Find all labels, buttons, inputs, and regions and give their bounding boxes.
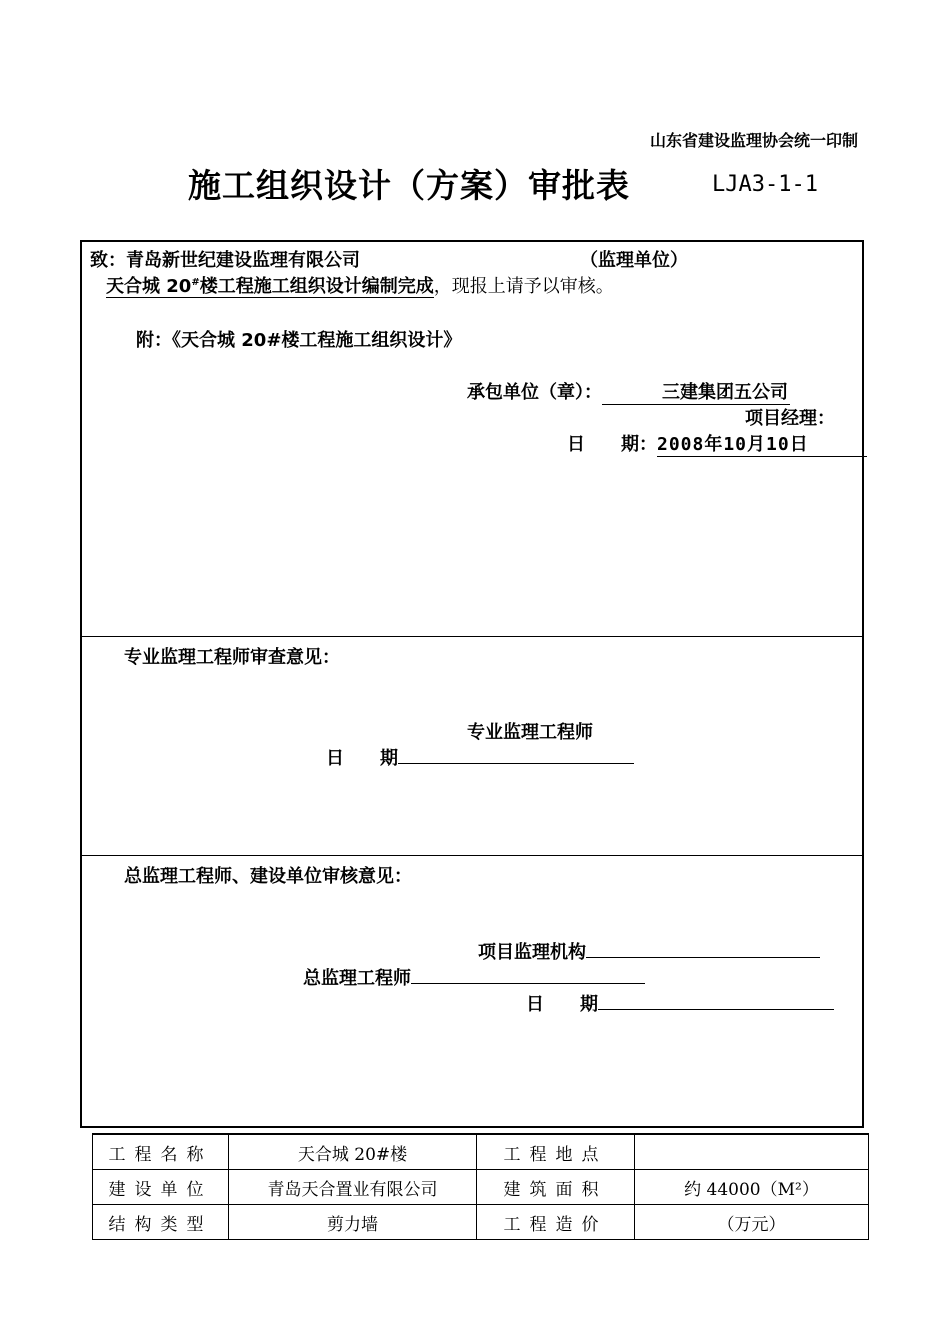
supervisor-role: （监理单位） [580, 250, 688, 271]
supervision-org-field [586, 939, 820, 958]
project-name-value: 天合城 20#楼 [229, 1134, 477, 1170]
chief-review-heading: 总监理工程师、建设单位审核意见： [124, 866, 412, 887]
date-label: 日 期： [567, 434, 657, 455]
specialist-date-line [326, 744, 634, 770]
chief-date-label: 日 期 [526, 994, 598, 1015]
section-divider [80, 855, 864, 856]
project-info-table [92, 1133, 869, 1240]
project-location-value [635, 1134, 869, 1170]
project-location-label: 工程地点 [477, 1134, 635, 1170]
addressee-line [90, 246, 360, 272]
chief-date-field [598, 991, 834, 1010]
chief-engineer-field [411, 965, 645, 984]
owner-label: 建设单位 [93, 1170, 229, 1205]
specialist-engineer-label: 专业监理工程师 [467, 722, 593, 743]
submission-statement [106, 272, 614, 298]
table-row [93, 1170, 869, 1205]
contractor-value: 三建集团五公司 [602, 378, 790, 405]
floor-area-label: 建筑面积 [477, 1170, 635, 1205]
chief-date-line [526, 990, 834, 1016]
table-row [93, 1134, 869, 1170]
table-row [93, 1205, 869, 1240]
floor-area-value: 约 44000（M²） [635, 1170, 869, 1205]
project-name-label: 工程名称 [93, 1134, 229, 1170]
to-label: 致： [90, 250, 126, 271]
project-cost-value: （万元） [635, 1205, 869, 1240]
specialist-review-heading: 专业监理工程师审查意见： [124, 647, 340, 668]
specialist-date-label: 日 期 [326, 748, 398, 769]
chief-engineer-line [303, 964, 645, 990]
project-manager-label: 项目经理： [745, 408, 835, 429]
supervision-org-line [478, 938, 820, 964]
structure-type-value: 剪力墙 [229, 1205, 477, 1240]
form-title: 施工组织设计（方案）审批表 [188, 166, 630, 205]
specialist-date-field [398, 745, 634, 764]
supervision-org-label: 项目监理机构 [478, 942, 586, 963]
form-code: LJA3-1-1 [712, 172, 818, 197]
contractor-label: 承包单位（章）： [467, 382, 602, 403]
project-cost-label: 工程造价 [477, 1205, 635, 1240]
section-divider [80, 636, 864, 637]
contractor-line [467, 378, 790, 405]
statement-project: 天合城 20#楼工程施工组织设计编制完成 [106, 276, 434, 297]
submission-date: 2008年10月10日 [657, 430, 867, 457]
submission-date-line [567, 430, 867, 457]
supervisor-company: 青岛新世纪建设监理有限公司 [126, 250, 360, 271]
attachment-line: 附：《天合城 20#楼工程施工组织设计》 [136, 330, 462, 351]
statement-rest: ，现报上请予以审核。 [433, 276, 614, 297]
owner-value: 青岛天合置业有限公司 [229, 1170, 477, 1205]
printer-note: 山东省建设监理协会统一印制 [649, 131, 858, 150]
structure-type-label: 结构类型 [93, 1205, 229, 1240]
chief-engineer-label: 总监理工程师 [303, 968, 411, 989]
